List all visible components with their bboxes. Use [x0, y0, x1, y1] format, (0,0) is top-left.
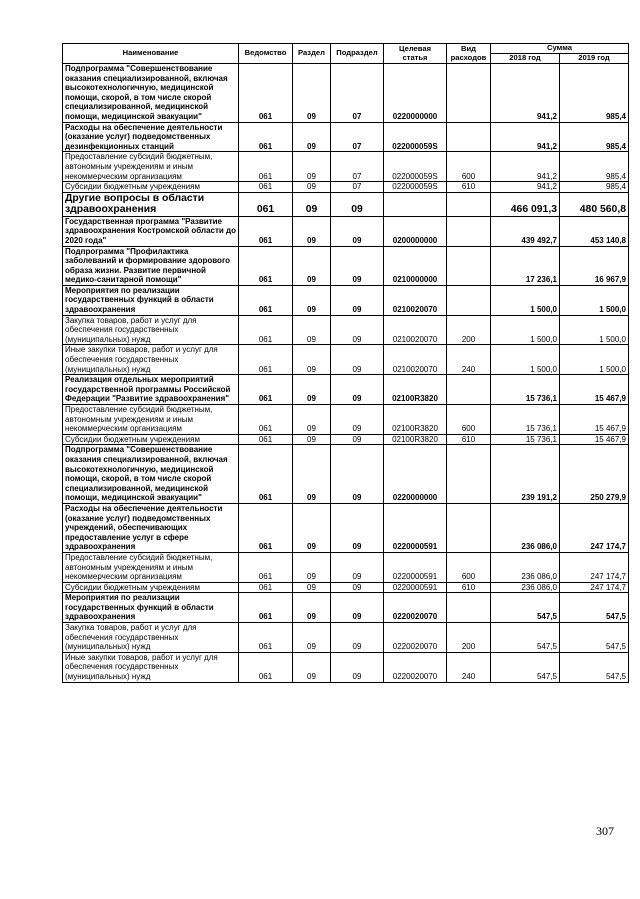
cell-section: 09: [293, 445, 331, 504]
header-section: Раздел: [293, 44, 331, 64]
cell-expense-type: 200: [447, 315, 491, 345]
header-department: Ведомство: [239, 44, 293, 64]
cell-sum-2018: 15 736,1: [491, 405, 560, 435]
cell-section: 09: [293, 582, 331, 593]
cell-sum-2018: 547,5: [491, 593, 560, 623]
table-row: [63, 405, 629, 435]
cell-subsection: 09: [331, 345, 384, 375]
cell-subsection: 09: [331, 434, 384, 445]
table-row: [63, 345, 629, 375]
cell-sum-2019: 1 500,0: [560, 315, 629, 345]
cell-department: 061: [239, 593, 293, 623]
cell-subsection: 09: [331, 315, 384, 345]
cell-department: 061: [239, 445, 293, 504]
cell-section: 09: [293, 375, 331, 405]
cell-sum-2019: 547,5: [560, 652, 629, 682]
cell-sum-2018: 941,2: [491, 64, 560, 123]
header-subsection: Подраздел: [331, 44, 384, 64]
table-row: [63, 375, 629, 405]
cell-sum-2018: 941,2: [491, 182, 560, 193]
cell-department: 061: [239, 122, 293, 152]
cell-sum-2019: 16 967,9: [560, 246, 629, 285]
cell-name: Субсидии бюджетным учреждениям: [63, 582, 239, 593]
cell-sum-2019: 985,4: [560, 64, 629, 123]
cell-section: 09: [293, 405, 331, 435]
cell-sum-2018: 1 500,0: [491, 345, 560, 375]
cell-name: Субсидии бюджетным учреждениям: [63, 434, 239, 445]
table-row: [63, 246, 629, 285]
cell-sum-2019: 247 174,7: [560, 552, 629, 582]
cell-name: Государственная программа "Развитие здравоохранения Костромской области до 2020 года": [63, 216, 239, 246]
cell-subsection: 09: [331, 652, 384, 682]
cell-target-article: [384, 192, 447, 216]
cell-sum-2018: 941,2: [491, 152, 560, 182]
cell-name: Подпрограмма "Профилактика заболеваний и формирование здорового образа жизни. Развитие первичной медико-санитарной помощи": [63, 246, 239, 285]
cell-section: 09: [293, 64, 331, 123]
header-name: Наименование: [63, 44, 239, 64]
budget-table: [62, 43, 629, 683]
cell-subsection: 09: [331, 192, 384, 216]
table-row: [63, 182, 629, 193]
cell-target-article: 02100R3820: [384, 434, 447, 445]
cell-sum-2018: 439 492,7: [491, 216, 560, 246]
cell-expense-type: [447, 285, 491, 315]
cell-sum-2018: 547,5: [491, 652, 560, 682]
cell-sum-2018: 15 736,1: [491, 434, 560, 445]
cell-target-article: 0210020070: [384, 315, 447, 345]
header-year-2018: 2018 год: [491, 54, 560, 64]
cell-section: 09: [293, 345, 331, 375]
cell-department: 061: [239, 345, 293, 375]
cell-subsection: 09: [331, 593, 384, 623]
cell-sum-2019: 547,5: [560, 623, 629, 653]
cell-sum-2019: 985,4: [560, 152, 629, 182]
cell-sum-2019: 250 279,9: [560, 445, 629, 504]
table-row: [63, 315, 629, 345]
cell-section: 09: [293, 593, 331, 623]
cell-subsection: 09: [331, 285, 384, 315]
cell-subsection: 09: [331, 503, 384, 552]
cell-expense-type: [447, 375, 491, 405]
cell-expense-type: 610: [447, 582, 491, 593]
cell-target-article: 0220000591: [384, 503, 447, 552]
cell-sum-2019: 15 467,9: [560, 405, 629, 435]
header-sum: Сумма: [491, 44, 629, 54]
table-row: [63, 582, 629, 593]
cell-name: Мероприятия по реализации государственных функций в области здравоохранения: [63, 593, 239, 623]
cell-sum-2019: 985,4: [560, 182, 629, 193]
cell-name: Расходы на обеспечение деятельности (оказание услуг) подведомственных учреждений, обеспечивающих предоставление услуг в сфере здравоохранения: [63, 503, 239, 552]
cell-sum-2018: 239 191,2: [491, 445, 560, 504]
cell-subsection: 09: [331, 445, 384, 504]
cell-target-article: 0220000591: [384, 582, 447, 593]
cell-name: Иные закупки товаров, работ и услуг для обеспечения государственных (муниципальных) нужд: [63, 345, 239, 375]
cell-subsection: 07: [331, 64, 384, 123]
cell-subsection: 09: [331, 216, 384, 246]
cell-department: 061: [239, 192, 293, 216]
cell-target-article: 022000059S: [384, 182, 447, 193]
cell-sum-2018: 236 086,0: [491, 552, 560, 582]
cell-target-article: 0210000000: [384, 246, 447, 285]
cell-name: Предоставление субсидий бюджетным, автономным учреждениям и иным некоммерческим организациям: [63, 552, 239, 582]
cell-sum-2018: 466 091,3: [491, 192, 560, 216]
cell-sum-2018: 1 500,0: [491, 285, 560, 315]
cell-target-article: 0200000000: [384, 216, 447, 246]
table-row: [63, 652, 629, 682]
table-row: [63, 445, 629, 504]
cell-name: Предоставление субсидий бюджетным, автономным учреждениям и иным некоммерческим организациям: [63, 152, 239, 182]
cell-department: 061: [239, 434, 293, 445]
cell-target-article: 0220000000: [384, 445, 447, 504]
cell-expense-type: [447, 445, 491, 504]
page-number: 307: [596, 824, 614, 838]
cell-section: 09: [293, 216, 331, 246]
cell-department: 061: [239, 552, 293, 582]
cell-subsection: 09: [331, 582, 384, 593]
cell-sum-2018: 15 736,1: [491, 375, 560, 405]
cell-name: Подпрограмма "Совершенствование оказания специализированной, включая высокотехнологичную, медицинской помощи, скорой, в том числе скорой специализированной, медицинской помощи, медицинской эвакуации": [63, 64, 239, 123]
cell-section: 09: [293, 122, 331, 152]
cell-department: 061: [239, 285, 293, 315]
table-row: [63, 216, 629, 246]
cell-department: 061: [239, 246, 293, 285]
cell-section: 09: [293, 192, 331, 216]
header-year-2019: 2019 год: [560, 54, 629, 64]
cell-name: Расходы на обеспечение деятельности (оказание услуг) подведомственных дезинфекционных станций: [63, 122, 239, 152]
cell-subsection: 09: [331, 623, 384, 653]
cell-target-article: 0220020070: [384, 593, 447, 623]
cell-department: 061: [239, 182, 293, 193]
table-row: [63, 503, 629, 552]
budget-table-container: [62, 43, 628, 683]
table-row: [63, 552, 629, 582]
cell-subsection: 07: [331, 182, 384, 193]
cell-name: Другие вопросы в области здравоохранения: [63, 192, 239, 216]
cell-expense-type: 610: [447, 434, 491, 445]
cell-name: Реализация отдельных мероприятий государственной программы Российской Федерации "Развитие здравоохранения": [63, 375, 239, 405]
cell-subsection: 09: [331, 375, 384, 405]
cell-section: 09: [293, 652, 331, 682]
cell-expense-type: 600: [447, 552, 491, 582]
cell-name: Закупка товаров, работ и услуг для обеспечения государственных (муниципальных) нужд: [63, 623, 239, 653]
cell-section: 09: [293, 285, 331, 315]
cell-expense-type: [447, 216, 491, 246]
cell-expense-type: 600: [447, 405, 491, 435]
cell-sum-2019: 247 174,7: [560, 582, 629, 593]
cell-expense-type: 240: [447, 345, 491, 375]
cell-expense-type: [447, 64, 491, 123]
cell-department: 061: [239, 375, 293, 405]
cell-expense-type: 240: [447, 652, 491, 682]
cell-sum-2019: 1 500,0: [560, 345, 629, 375]
cell-expense-type: [447, 503, 491, 552]
cell-subsection: 07: [331, 122, 384, 152]
cell-sum-2019: 985,4: [560, 122, 629, 152]
cell-sum-2019: 480 560,8: [560, 192, 629, 216]
cell-section: 09: [293, 552, 331, 582]
cell-expense-type: [447, 593, 491, 623]
cell-expense-type: [447, 122, 491, 152]
cell-department: 061: [239, 405, 293, 435]
cell-target-article: 02100R3820: [384, 375, 447, 405]
cell-name: Субсидии бюджетным учреждениям: [63, 182, 239, 193]
cell-department: 061: [239, 503, 293, 552]
cell-target-article: 0220020070: [384, 623, 447, 653]
cell-section: 09: [293, 623, 331, 653]
cell-department: 061: [239, 315, 293, 345]
cell-sum-2019: 547,5: [560, 593, 629, 623]
cell-department: 061: [239, 216, 293, 246]
cell-expense-type: 610: [447, 182, 491, 193]
table-row: [63, 434, 629, 445]
cell-target-article: 022000059S: [384, 122, 447, 152]
cell-sum-2019: 247 174,7: [560, 503, 629, 552]
cell-name: Закупка товаров, работ и услуг для обеспечения государственных (муниципальных) нужд: [63, 315, 239, 345]
cell-section: 09: [293, 182, 331, 193]
cell-target-article: 0220020070: [384, 652, 447, 682]
cell-name: Иные закупки товаров, работ и услуг для обеспечения государственных (муниципальных) нужд: [63, 652, 239, 682]
cell-name: Мероприятия по реализации государственных функций в области здравоохранения: [63, 285, 239, 315]
cell-subsection: 09: [331, 246, 384, 285]
cell-subsection: 07: [331, 152, 384, 182]
cell-sum-2018: 941,2: [491, 122, 560, 152]
cell-expense-type: 200: [447, 623, 491, 653]
cell-department: 061: [239, 64, 293, 123]
cell-expense-type: [447, 246, 491, 285]
table-row: [63, 122, 629, 152]
cell-section: 09: [293, 315, 331, 345]
cell-sum-2019: 15 467,9: [560, 434, 629, 445]
cell-sum-2018: 236 086,0: [491, 582, 560, 593]
cell-expense-type: 600: [447, 152, 491, 182]
cell-section: 09: [293, 434, 331, 445]
cell-sum-2019: 15 467,9: [560, 375, 629, 405]
cell-department: 061: [239, 152, 293, 182]
cell-department: 061: [239, 582, 293, 593]
cell-sum-2019: 453 140,8: [560, 216, 629, 246]
cell-name: Подпрограмма "Совершенствование оказания специализированной, включая высокотехнологичную, медицинской помощи, скорой, в том числе скорой специализированной, медицинской помощи, медицинской эвакуации": [63, 445, 239, 504]
table-row: [63, 593, 629, 623]
cell-target-article: 0210020070: [384, 345, 447, 375]
cell-section: 09: [293, 246, 331, 285]
cell-sum-2018: 17 236,1: [491, 246, 560, 285]
table-body: [63, 64, 629, 683]
cell-sum-2018: 236 086,0: [491, 503, 560, 552]
cell-target-article: 0220000591: [384, 552, 447, 582]
cell-section: 09: [293, 152, 331, 182]
cell-name: Предоставление субсидий бюджетным, автономным учреждениям и иным некоммерческим организациям: [63, 405, 239, 435]
table-row: [63, 152, 629, 182]
cell-target-article: 022000059S: [384, 152, 447, 182]
header-target-article: Целевая статья: [384, 44, 447, 64]
cell-target-article: 0220000000: [384, 64, 447, 123]
table-header: [63, 44, 629, 64]
cell-target-article: 0210020070: [384, 285, 447, 315]
cell-section: 09: [293, 503, 331, 552]
table-row: [63, 285, 629, 315]
cell-subsection: 09: [331, 552, 384, 582]
cell-target-article: 02100R3820: [384, 405, 447, 435]
cell-sum-2019: 1 500,0: [560, 285, 629, 315]
cell-sum-2018: 1 500,0: [491, 315, 560, 345]
cell-department: 061: [239, 652, 293, 682]
table-row: [63, 64, 629, 123]
header-expense-type: Вид расходов: [447, 44, 491, 64]
cell-department: 061: [239, 623, 293, 653]
table-row: [63, 192, 629, 216]
cell-sum-2018: 547,5: [491, 623, 560, 653]
cell-subsection: 09: [331, 405, 384, 435]
cell-expense-type: [447, 192, 491, 216]
table-row: [63, 623, 629, 653]
